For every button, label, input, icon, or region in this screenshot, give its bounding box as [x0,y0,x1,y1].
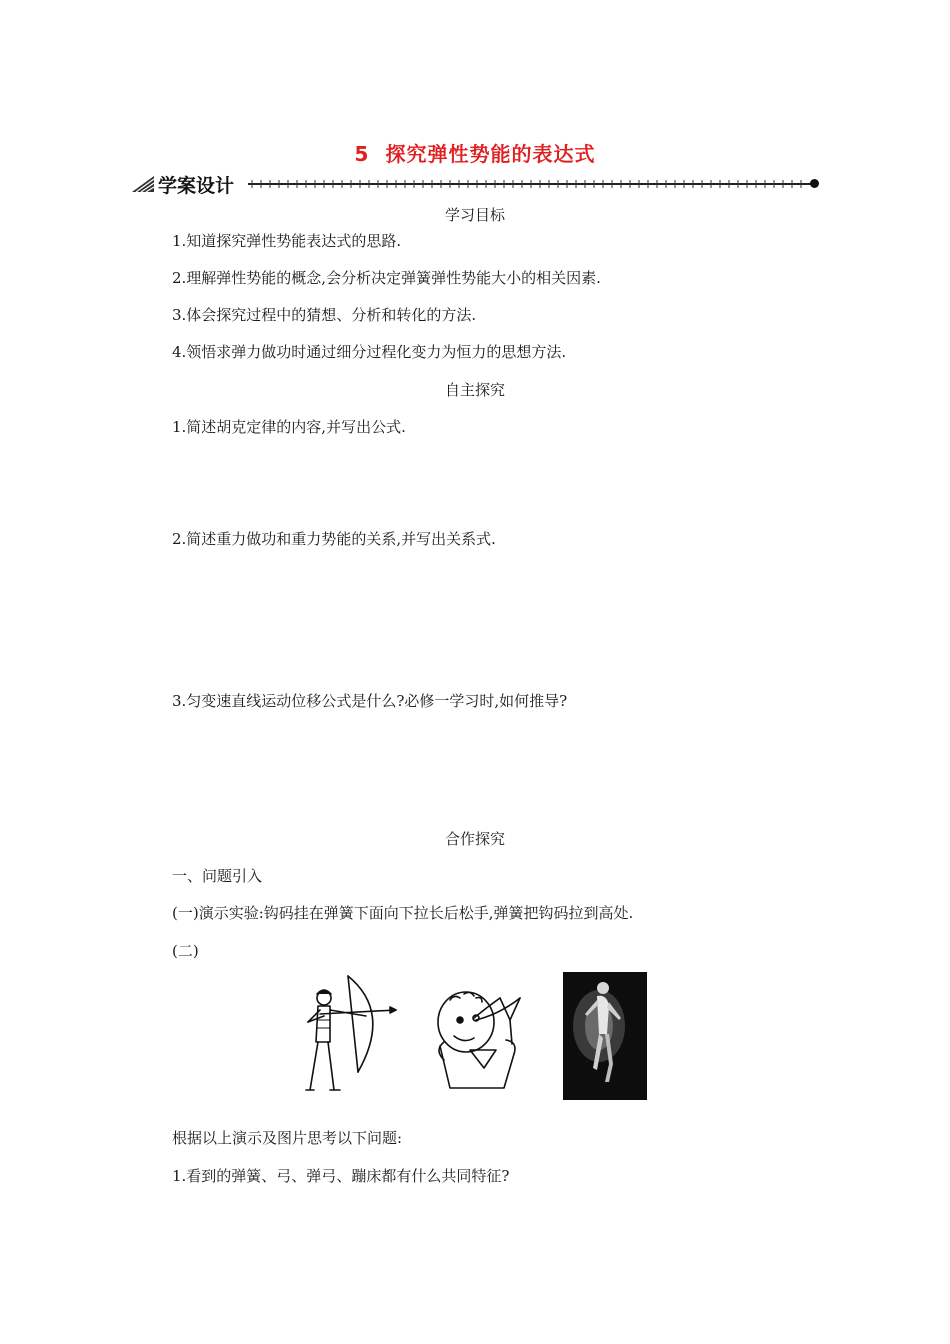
self-study-item: 2.简述重力做功和重力势能的关系,并写出关系式. [172,530,496,548]
trampoline-photo [563,972,647,1100]
self-study-item: 3.匀变速直线运动位移公式是什么?必修一学习时,如何推导? [172,692,568,710]
demo-line: (一)演示实验:钩码挂在弹簧下面向下拉长后松手,弹簧把钩码拉到高处. [172,904,634,922]
goal-item: 1.知道探究弹性势能表达式的思路. [172,232,402,250]
self-study-heading: 自主探究 [444,381,505,399]
illustrations [0,970,950,1105]
goal-item: 3.体会探究过程中的猜想、分析和转化的方法. [172,306,477,324]
banner-end-dot [810,179,819,188]
title-text: 探究弹性势能的表达式 [385,142,596,166]
self-study-item: 1.简述胡克定律的内容,并写出公式. [172,418,406,436]
banner-triangle-icon [130,175,156,193]
banner-ticks [248,179,814,189]
cooperation-heading: 合作探究 [444,830,505,848]
prompt-line: 根据以上演示及图片思考以下问题: [172,1129,403,1147]
intro-line: 一、问题引入 [172,867,263,885]
section-banner [130,171,820,197]
archer-illustration [300,972,400,1096]
question-line: 1.看到的弹簧、弓、弹弓、蹦床都有什么共同特征? [172,1167,510,1185]
goal-item: 4.领悟求弹力做功时通过细分过程化变力为恒力的思想方法. [172,343,567,361]
goals-heading: 学习目标 [444,206,505,224]
title-number: 5 [354,142,370,166]
slingshot-illustration [430,984,542,1096]
goal-item: 2.理解弹性势能的概念,会分析决定弹簧弹性势能大小的相关因素. [172,269,601,287]
page-title [0,138,950,167]
part2-line: (二) [172,942,199,960]
banner-label: 学案设计 [158,175,235,197]
